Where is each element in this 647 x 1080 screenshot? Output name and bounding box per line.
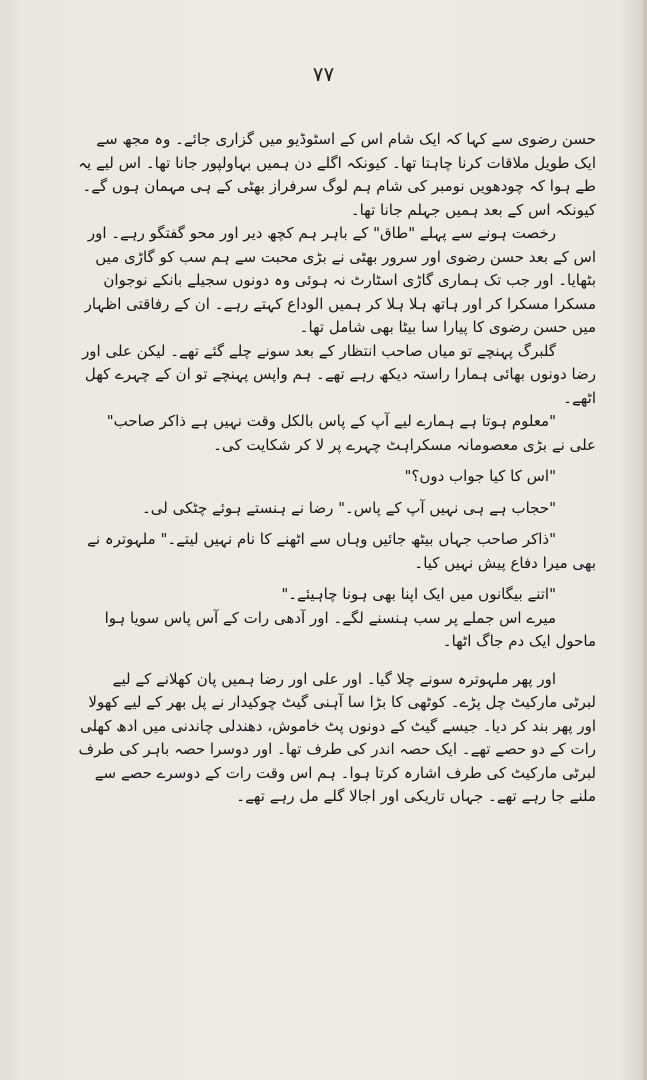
paragraph-farewell: رخصت ہونے سے پہلے "طاق" کے باہر ہم کچھ دیر اور محو گفتگو رہے۔ اور اس کے بعد حسن رضوی اور سرور بھٹی نے بڑی محبت سے ہم سب کو گاڑی میں بٹھایا۔ اور جب تک ہماری گاڑی اسٹارٹ نہ ہوئی وہ دونوں سجیلے بانکے نوجوان مسکرا مسکرا کر اور ہاتھ ہلا ہلا کر ہمیں الوداع کہتے رہے۔ ان کے رفاقتی اظہار میں حسن رضوی کا پیارا سا بیٹا بھی شامل تھا۔	[84, 224, 596, 336]
paragraph-reply-question: "اس کا کیا جواب دوں؟"	[404, 467, 556, 485]
paragraph-own-one: "اتنے بیگانوں میں ایک اپنا بھی ہونا چاہیئے۔"	[281, 585, 556, 603]
body-text	[76, 128, 596, 809]
paragraph-raza-quip: "حجاب ہے ہی نہیں آپ کے پاس۔" رضا نے ہنستے ہوئے چٹکی لی۔	[142, 498, 556, 517]
paragraph-liberty-market: اور پھر ملہوترہ سونے چلا گیا۔ اور علی اور رضا ہمیں پان کھلانے کے لیے لبرٹی مارکیٹ چل پڑے۔ کوٹھی کا بڑا سا آہنی گیٹ چوکیدار نے پل بھر کے لیے کھولا اور پھر بند کر دیا۔ جیسے گیٹ کے دونوں پٹ خاموش، دھندلی چاندنی میں ادھ کھلی رات کے دو حصے تھے۔ ایک حصہ اندر کی طرف تھا۔ اور دوسرا حصہ باہر کی طرف لبرٹی مارکیٹ کی طرف اشارہ کرتا ہوا۔ ہم اس وقت رات کے دوسرے حصے سے ملنے جا رہے تھے۔ جہاں تاریکی اور اجالا گلے مل رہے تھے۔	[78, 669, 596, 805]
paragraph-ali-complaint: "معلوم ہوتا ہے ہمارے لیے آپ کے پاس بالکل وقت نہیں ہے ذاکر صاحب" علی نے بڑی معصومانہ مسکراہٹ چہرے پر لا کر شکایت کی۔	[106, 412, 596, 454]
page-number: ۷۷	[312, 62, 335, 86]
paragraph-gulberg: گلبرگ پہنچے تو میاں صاحب انتظار کے بعد سونے چلے گئے تھے۔ لیکن علی اور رضا دونوں بھائی ہمارا راستہ دیکھ رہے تھے۔ ہم واپس پہنچے تو ان کے چہرے کھل اٹھے۔	[82, 341, 596, 407]
paragraph-malhotra-remark: "ذاکر صاحب جہاں بیٹھ جائیں وہاں سے اٹھنے کا نام نہیں لیتے۔" ملہوترہ نے بھی میرا دفاع پیش نہیں کیا۔	[87, 530, 596, 572]
paragraph-intro: حسن رضوی سے کہا کہ ایک شام اس کے اسٹوڈیو میں گزاری جائے۔ وہ مجھ سے ایک طویل ملاقات کرنا چاہتا تھا۔ کیونکہ اگلے دن ہمیں بہاولپور جانا تھا۔ اس لیے یہ طے ہوا کہ چودھویں نومبر کی شام ہم لوگ سرفراز بھٹی کے ہی مہمان ہوں گے۔ کیونکہ اس کے بعد ہمیں جہلم جانا تھا۔	[78, 130, 596, 219]
paragraph-laughter: میرے اس جملے پر سب ہنسنے لگے۔ اور آدھی رات کے آس پاس سویا ہوا ماحول ایک دم جاگ اٹھا۔	[104, 608, 596, 650]
